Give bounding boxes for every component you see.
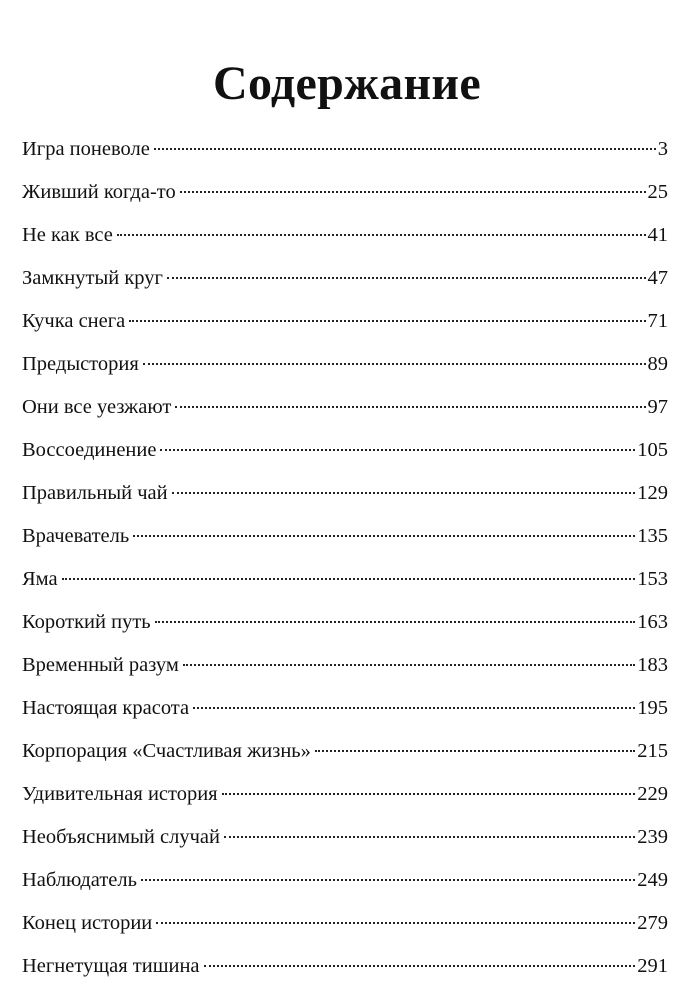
- dot-leader: [193, 707, 635, 709]
- toc-entry-page-number: 129: [637, 482, 668, 504]
- dot-leader: [156, 922, 635, 924]
- toc-entry-title: Замкнутый круг: [22, 267, 163, 289]
- toc-entry-title: Правильный чай: [22, 482, 168, 504]
- toc-entry-page-number: 229: [637, 783, 668, 805]
- toc-entry: [22, 816, 668, 859]
- toc-entry: [22, 558, 668, 601]
- dot-leader: [141, 879, 635, 881]
- toc-entry-title: Наблюдатель: [22, 869, 137, 891]
- toc-entry-title: Яма: [22, 568, 58, 590]
- toc-entry: [22, 730, 668, 773]
- dot-leader: [143, 363, 646, 365]
- toc-entry-page-number: 135: [637, 525, 668, 547]
- dot-leader: [222, 793, 636, 795]
- toc-entry: [22, 687, 668, 730]
- dot-leader: [172, 492, 636, 494]
- toc-entry-page-number: 97: [647, 396, 668, 418]
- dot-leader: [204, 965, 636, 967]
- table-of-contents: [22, 128, 668, 988]
- toc-entry-page-number: 239: [637, 826, 668, 848]
- dot-leader: [224, 836, 635, 838]
- toc-entry-title: Настоящая красота: [22, 697, 190, 719]
- toc-entry: [22, 902, 668, 945]
- toc-entry-page-number: 249: [637, 869, 668, 891]
- toc-entry: [22, 945, 668, 988]
- toc-entry-title: Конец истории: [22, 912, 153, 934]
- toc-entry-page-number: 71: [647, 310, 668, 332]
- toc-entry-page-number: 89: [647, 353, 668, 375]
- toc-entry: [22, 644, 668, 687]
- toc-entry-title: Игра поневоле: [22, 138, 150, 160]
- toc-entry-title: Необъяснимый случай: [22, 826, 220, 848]
- toc-entry-title: Врачеватель: [22, 525, 130, 547]
- toc-entry-page-number: 215: [637, 740, 668, 762]
- toc-entry: [22, 128, 668, 171]
- toc-entry-page-number: 47: [647, 267, 668, 289]
- toc-entry-page-number: 105: [637, 439, 668, 461]
- toc-entry-page-number: 153: [637, 568, 668, 590]
- toc-entry-page-number: 279: [637, 912, 668, 934]
- page-title: Содержание: [213, 57, 481, 111]
- dot-leader: [62, 578, 636, 580]
- toc-entry-title: Корпорация «Счастливая жизнь»: [22, 740, 311, 762]
- toc-entry-title: Предыстория: [22, 353, 139, 375]
- toc-entry-title: Они все уезжают: [22, 396, 172, 418]
- toc-entry-page-number: 183: [637, 654, 668, 676]
- dot-leader: [154, 148, 656, 150]
- toc-entry-page-number: 3: [657, 138, 668, 160]
- dot-leader: [175, 406, 645, 408]
- toc-entry-title: Временный разум: [22, 654, 179, 676]
- dot-leader: [133, 535, 635, 537]
- toc-entry-title: Воссоединение: [22, 439, 157, 461]
- toc-entry-page-number: 163: [637, 611, 668, 633]
- toc-entry-page-number: 25: [647, 181, 668, 203]
- dot-leader: [117, 234, 646, 236]
- toc-entry-title: Короткий путь: [22, 611, 151, 633]
- dot-leader: [183, 664, 635, 666]
- toc-entry-page-number: 41: [647, 224, 668, 246]
- toc-entry-title: Удивительная история: [22, 783, 218, 805]
- toc-entry-title: Кучка снега: [22, 310, 126, 332]
- toc-entry-page-number: 195: [637, 697, 668, 719]
- toc-entry: [22, 171, 668, 214]
- dot-leader: [180, 191, 646, 193]
- toc-entry: [22, 300, 668, 343]
- dot-leader: [155, 621, 636, 623]
- toc-entry: [22, 257, 668, 300]
- toc-entry: [22, 429, 668, 472]
- toc-entry: [22, 386, 668, 429]
- toc-entry: [22, 472, 668, 515]
- toc-entry: [22, 601, 668, 644]
- toc-entry-page-number: 291: [637, 955, 668, 977]
- toc-entry: [22, 343, 668, 386]
- dot-leader: [315, 750, 635, 752]
- dot-leader: [129, 320, 645, 322]
- toc-entry: [22, 214, 668, 257]
- dot-leader: [167, 277, 646, 279]
- toc-entry: [22, 773, 668, 816]
- dot-leader: [160, 449, 635, 451]
- toc-entry-title: Не как все: [22, 224, 113, 246]
- toc-entry: [22, 859, 668, 902]
- toc-entry: [22, 515, 668, 558]
- toc-entry-title: Живший когда-то: [22, 181, 176, 203]
- toc-entry-title: Негнетущая тишина: [22, 955, 200, 977]
